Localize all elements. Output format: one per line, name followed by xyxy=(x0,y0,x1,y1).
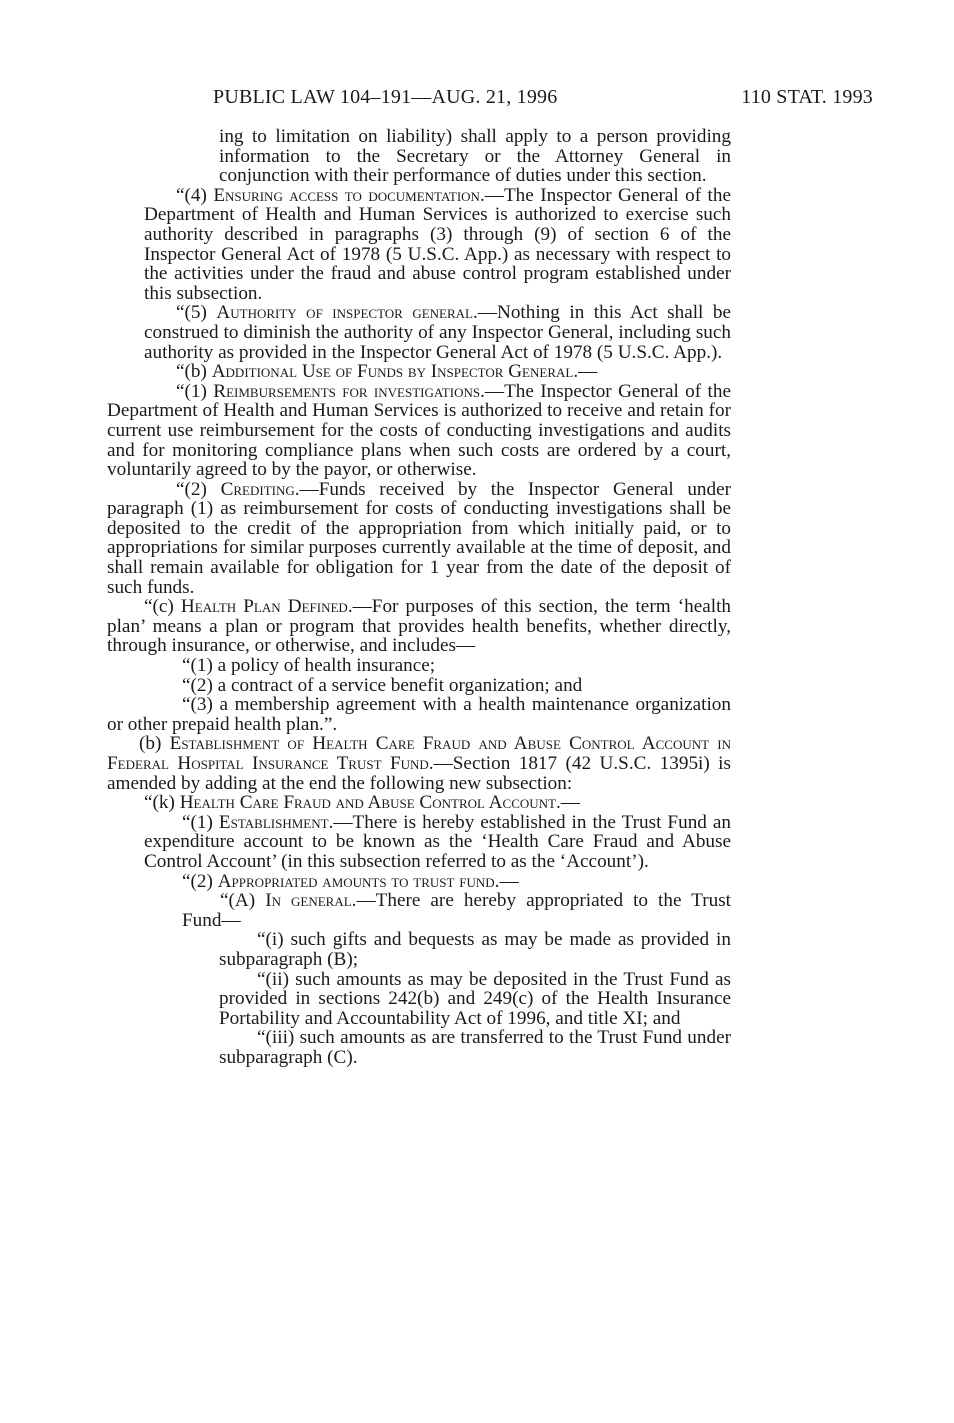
paragraph-text: .—Funds received by the Inspector General under paragraph (1) as reimbursement for costs of conducting investigations shall be deposited to the credit of the appropriation from which initially paid, or to appropriations for similar purposes currently available at the time of deposit, and shall remain available for obligation for 1 year from the date of the deposit of such funds. xyxy=(107,478,732,598)
paragraph-label: “(A) xyxy=(220,890,266,912)
paragraph-text: .—The Inspector General of the Department of Health and Human Services is authorized to receive and retain for current use reimbursement for the costs of conducting investigations and audits and for monitoring compliance plans when such costs are ordered by a court, voluntarily agreed to by the payor, or otherwise. xyxy=(107,380,731,481)
paragraph-heading: Crediting xyxy=(220,478,295,500)
paragraph-text: .—For purposes of this section, the term ‘health plan’ means a plan or program that provides health benefits, whether directly, through insurance, or otherwise, and includes— xyxy=(107,596,731,657)
paragraph-text: .—The Inspector General of the Department of Health and Human Services is authorized to exercise such authority described in paragraphs (3) through (9) of section 6 of the Inspector General Act of 1978 (5 U.S.C. App.) as necessary with respect to the activities under the fraud and abuse control program established under this subsection. xyxy=(144,184,731,304)
paragraph-label: “(1) xyxy=(176,380,214,402)
paragraph-continuation: ing to limitation on liability) shall apply to a person providing information to the Secretary or the Attorney General in conjunction with their performance of duties under this section. xyxy=(219,126,731,187)
paragraph-heading: Additional Use of Funds by Inspector General xyxy=(211,361,574,383)
paragraph-heading: Authority of inspector general xyxy=(216,302,473,324)
paragraph-2-crediting xyxy=(107,480,731,598)
subsection-k-account xyxy=(107,793,731,813)
subsection-c-health-plan xyxy=(107,597,731,656)
paragraph-heading: Reimbursements for investigations xyxy=(213,380,481,402)
paragraph-label: “(k) xyxy=(144,792,180,814)
paragraph-text: .—Nothing in this Act shall be construed to diminish the authority of any Inspector General, including such authority as provided in the Inspector General Act of 1978 (5 U.S.C. App.). xyxy=(144,302,731,363)
paragraph-label: “(5) xyxy=(176,302,217,324)
clause-i: “(i) such gifts and bequests as may be made as provided in subparagraph (B); xyxy=(219,929,731,970)
paragraph-label: “(2) xyxy=(176,478,221,500)
paragraph-text: .—Section 1817 (42 U.S.C. 1395i) is amended by adding at the end the following new subsection: xyxy=(107,753,731,794)
paragraph-label: “(b) xyxy=(176,361,212,383)
clause-iii: “(iii) such amounts as are transferred to the Trust Fund under subparagraph (C). xyxy=(219,1027,731,1068)
statute-body xyxy=(0,127,954,1068)
paragraph-text: .— xyxy=(573,361,598,383)
running-header xyxy=(213,86,873,116)
paragraph-label: “(4) xyxy=(176,184,214,206)
header-public-law: PUBLIC LAW 104–191—AUG. 21, 1996 xyxy=(213,86,558,108)
header-stat-page: 110 STAT. 1993 xyxy=(741,86,873,108)
subparagraph-a-in-general xyxy=(182,891,731,930)
paragraph-label: “(c) xyxy=(144,596,181,618)
paragraph-heading: Ensuring access to documentation xyxy=(213,184,480,206)
paragraph-2-appropriated xyxy=(144,872,731,892)
paragraph-label: “(1) xyxy=(182,811,219,833)
paragraph-text: .— xyxy=(556,792,580,814)
paragraph-1-establishment xyxy=(144,813,731,872)
paragraph-heading: In general xyxy=(265,890,352,912)
paragraph-heading: Establishment of Health Care Fraud and Abuse Control Account in Federal Hospital Insurance Trust Fund xyxy=(107,733,732,774)
clause-ii: “(ii) such amounts as may be deposited in the Trust Fund as provided in sections 242(b) and 249(c) of the Health Insurance Portability and Accountability Act of 1996, and title XI; and xyxy=(219,968,731,1029)
paragraph-1-reimbursements xyxy=(107,382,731,480)
paragraph-heading: Establishment xyxy=(218,811,329,833)
subsection-b-establishment xyxy=(107,734,731,793)
list-item-2: “(2) a contract of a service benefit organization; and xyxy=(182,674,583,696)
paragraph-5-authority xyxy=(144,303,731,362)
paragraph-4-ensuring-access xyxy=(144,186,731,304)
list-item-3: “(3) a membership agreement with a health maintenance organization or other prepaid health plan.”. xyxy=(107,694,731,735)
paragraph-label: “(2) xyxy=(182,870,218,892)
list-item-1: “(1) a policy of health insurance; xyxy=(182,655,436,677)
paragraph-text: .— xyxy=(494,870,519,892)
paragraph-label: (b) xyxy=(139,733,170,755)
subsection-b-additional-use xyxy=(144,362,731,382)
paragraph-text: .—There are hereby appropriated to the Trust Fund— xyxy=(182,890,731,931)
paragraph-heading: Health Plan Defined xyxy=(180,596,348,618)
paragraph-text: .—There is hereby established in the Trust Fund an expenditure account to be known as the ‘Health Care Fraud and Abuse Control Account’ (in this subsection referred to as the ‘Account’). xyxy=(144,811,732,872)
paragraph-heading: Health Care Fraud and Abuse Control Account xyxy=(179,792,556,814)
paragraph-heading: Appropriated amounts to trust fund xyxy=(217,870,495,892)
